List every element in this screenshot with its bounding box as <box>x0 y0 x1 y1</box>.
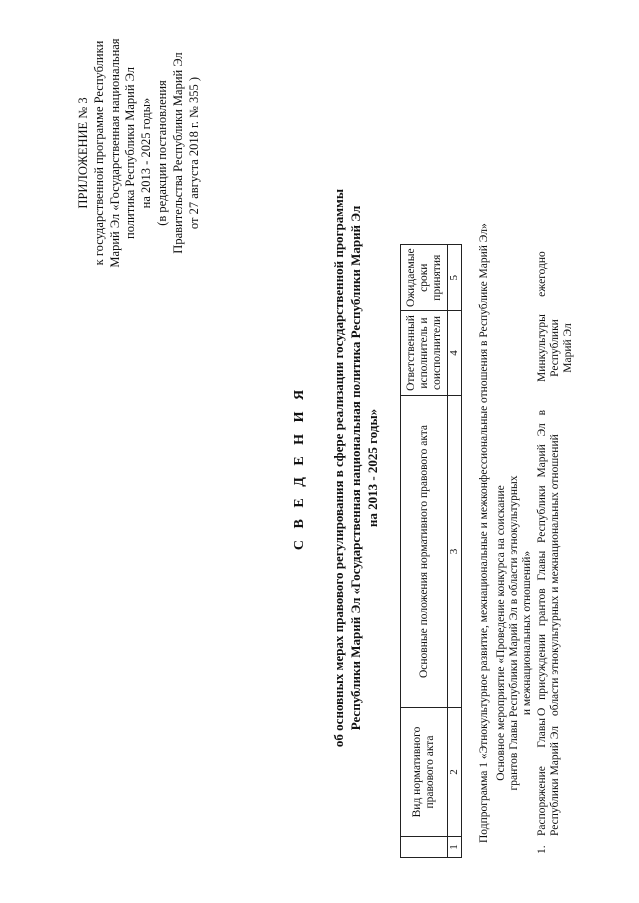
index-cell: 4 <box>448 311 462 396</box>
row-provisions: О присуждении грантов Главы Республики Марий Эл в области этнокультурных и межнациональных отношений <box>536 410 561 716</box>
title-main: С В Е Д Е Н И Я <box>292 385 307 551</box>
table-row <box>536 28 576 858</box>
appendix-line: к государственной программе Республики <box>91 40 106 266</box>
appendix-line: от 27 августа 2018 г. № 355 ) <box>186 76 201 230</box>
document-title <box>292 73 381 863</box>
main-activity-heading: Основное мероприятие «Проведение конкурса на соискание грантов Главы Республики Марий Эл в области этнокультурных и межнациональных отношений» <box>495 475 533 791</box>
header-responsible: Ответственный исполнитель и соисполнители <box>401 311 448 396</box>
index-cell: 2 <box>448 708 462 837</box>
row-kind: Распоряжение Главы Республики Марий Эл <box>536 718 561 836</box>
table-header-row <box>401 245 448 858</box>
title-sub-line: об основных мерах правового регулирования в сфере реализации государственной программы <box>331 188 346 748</box>
index-cell: 3 <box>448 396 462 708</box>
appendix-line: Правительства Республики Марий Эл <box>170 52 185 254</box>
header-term: Ожидаемые сроки принятия <box>401 245 448 311</box>
measures-table <box>400 244 462 858</box>
title-sub-line: Республики Марий Эл «Государственная национальная политика Республики Марий Эл <box>348 205 363 731</box>
header-num <box>401 837 448 858</box>
appendix-line: ПРИЛОЖЕНИЕ № 3 <box>76 97 90 209</box>
header-kind: Вид нормативного правового акта <box>401 708 448 837</box>
subprogram-heading: Подпрограмма 1 «Этнокультурное развитие, межнациональные и межконфессиональные отношения в Республике Марий Эл» <box>478 223 490 843</box>
appendix-line: политика Республики Марий Эл <box>123 67 138 239</box>
row-responsible: Минкультуры Республики Марий Эл <box>536 314 574 382</box>
row-number: 1. <box>536 845 548 854</box>
row-term: ежегодно <box>536 251 548 297</box>
table-index-row <box>448 245 462 858</box>
index-cell: 1 <box>448 837 462 858</box>
header-provisions: Основные положения нормативного правового акта <box>401 396 448 708</box>
index-cell: 5 <box>448 245 462 311</box>
appendix-line: Марий Эл «Государственная национальная <box>107 38 122 268</box>
appendix-block <box>76 13 202 293</box>
title-sub-line: на 2013 - 2025 годы» <box>365 408 380 528</box>
appendix-line: (в редакции постановления <box>154 80 169 226</box>
appendix-line: на 2013 - 2025 годы» <box>139 97 154 209</box>
